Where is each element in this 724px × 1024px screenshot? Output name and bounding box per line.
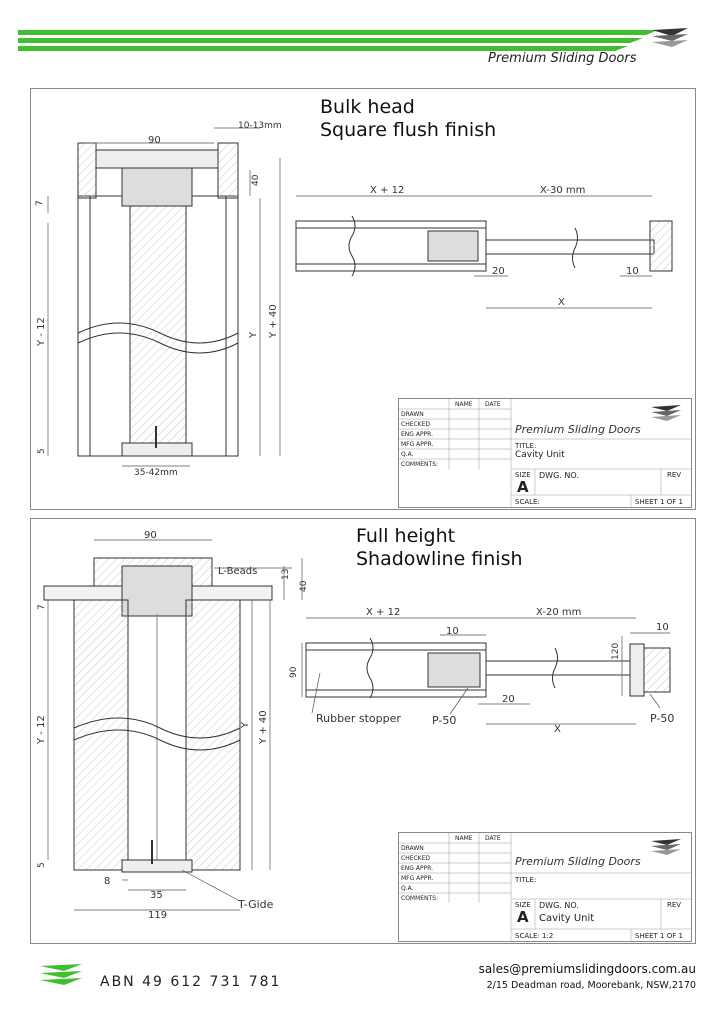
drawing2-section-view	[44, 558, 272, 872]
tb1-row-mfg: MFG APPR.	[401, 441, 434, 448]
footer-logo-icon	[38, 962, 84, 988]
d2-dim-y: Y	[240, 721, 251, 728]
tb1-rev: REV	[667, 471, 682, 479]
d1-dim-x: X	[558, 297, 565, 308]
tb2-dwg-no: DWG. NO.	[539, 901, 579, 910]
tb2-row-comments: COMMENTS:	[401, 895, 439, 902]
d2-dim-13: 13	[281, 568, 291, 580]
tb1-row-checked: CHECKED	[401, 421, 431, 428]
d2-dim-90v: 90	[289, 666, 299, 678]
d2-dim-40: 40	[299, 580, 309, 592]
tb2-logo-icon	[649, 837, 683, 857]
brand-logo-icon	[650, 26, 690, 52]
tb1-logo-icon	[649, 403, 683, 423]
d2-dim-20: 20	[502, 694, 515, 705]
d2-dim-10b: 10	[656, 622, 669, 633]
d1-dim-10: 10	[626, 266, 639, 277]
tb1-sheet: SHEET 1 OF 1	[635, 498, 683, 506]
tb1-size-label: SIZE	[515, 471, 531, 479]
drawing1-titleblock	[398, 398, 692, 508]
tb1-title-label: TITLE:	[515, 442, 537, 450]
d1-dim-40: 40	[251, 174, 261, 186]
d2-dim-x: X	[554, 724, 561, 735]
d2-dim-y-40: Y + 40	[258, 710, 269, 744]
tb1-brand: Premium Sliding Doors	[515, 423, 641, 436]
d1-dim-5: 5	[37, 448, 47, 454]
d1-dim-y: Y	[248, 331, 259, 338]
header-brand-name: Premium Sliding Doors	[488, 51, 637, 66]
drawing2-title-line1: Full height	[356, 525, 456, 547]
d2-rubber-stopper: Rubber stopper	[316, 712, 401, 725]
tb2-size-label: SIZE	[515, 901, 531, 909]
tb1-date: DATE	[485, 401, 501, 408]
tb1-name: NAME	[455, 401, 473, 408]
tb2-rev: REV	[667, 901, 682, 909]
drawing2-titleblock	[398, 832, 692, 942]
d2-p50b: P-50	[650, 712, 675, 725]
tb1-scale: SCALE:	[515, 498, 540, 506]
d2-dim-10a: 10	[446, 626, 459, 637]
d2-dim-90: 90	[144, 530, 157, 541]
d1-dim-90: 90	[148, 135, 161, 146]
tb1-dwg-no: DWG. NO.	[539, 471, 579, 480]
tb1-title-value: Cavity Unit	[515, 450, 565, 460]
tb2-row-drawn: DRAWN	[401, 845, 424, 852]
d1-dim-x-12: X + 12	[370, 185, 405, 196]
tb2-name: NAME	[455, 835, 473, 842]
tb1-size-value: A	[517, 478, 529, 496]
d2-dim-35: 35	[150, 890, 163, 901]
d2-dim-7: 7	[37, 604, 47, 610]
tb2-row-mfg: MFG APPR.	[401, 875, 434, 882]
d2-t-gide: T-Gide	[238, 898, 274, 911]
tb1-row-eng: ENG APPR.	[401, 431, 434, 438]
tb1-row-drawn: DRAWN	[401, 411, 424, 418]
tb2-brand: Premium Sliding Doors	[515, 855, 641, 868]
tb2-scale: SCALE: 1:2	[515, 932, 554, 940]
footer-email: sales@premiumslidingdoors.com.au	[478, 962, 696, 976]
d2-dim-120: 120	[611, 642, 621, 660]
d1-dim-y-12: Y - 12	[36, 317, 47, 346]
d1-dim-x-30: X-30 mm	[540, 185, 586, 196]
tb2-dwg-value: Cavity Unit	[539, 913, 595, 924]
drawing1-title-line1: Bulk head	[320, 96, 415, 118]
tb2-title-label: TITLE:	[515, 876, 537, 884]
tb2-row-eng: ENG APPR.	[401, 865, 434, 872]
d2-dim-x-20: X-20 mm	[536, 607, 582, 618]
d2-dim-5: 5	[37, 862, 47, 868]
d2-dim-119: 119	[148, 910, 168, 921]
footer-address: 2/15 Deadman road, Moorebank, NSW,2170	[486, 980, 696, 991]
tb2-size-value: A	[517, 908, 529, 926]
drawing1-title-line2: Square flush finish	[320, 119, 497, 141]
d1-dim-20: 20	[492, 266, 505, 277]
footer-abn: ABN 49 612 731 781	[100, 974, 282, 990]
tb1-row-comments: COMMENTS:	[401, 461, 439, 468]
tb1-row-qa: Q.A.	[401, 451, 414, 458]
tb2-sheet: SHEET 1 OF 1	[635, 932, 683, 940]
d2-l-beads: L-Beads	[218, 566, 258, 577]
d1-dim-7: 7	[35, 200, 45, 206]
d2-dim-y-12: Y - 12	[36, 715, 47, 744]
drawing1-section-view	[78, 143, 238, 456]
drawing2-title-line2: Shadowline finish	[356, 548, 523, 570]
d2-p50a: P-50	[432, 714, 457, 727]
tb2-row-checked: CHECKED	[401, 855, 431, 862]
d1-dim-35-42: 35-42mm	[134, 468, 178, 478]
drawing1-plan-view	[296, 216, 672, 276]
d1-dim-y-40: Y + 40	[268, 304, 279, 338]
d2-dim-x-12: X + 12	[366, 607, 401, 618]
d2-dim-8: 8	[104, 876, 111, 887]
tb2-row-qa: Q.A.	[401, 885, 414, 892]
tb2-date: DATE	[485, 835, 501, 842]
d1-dim-10-13: 10-13mm	[238, 121, 282, 131]
